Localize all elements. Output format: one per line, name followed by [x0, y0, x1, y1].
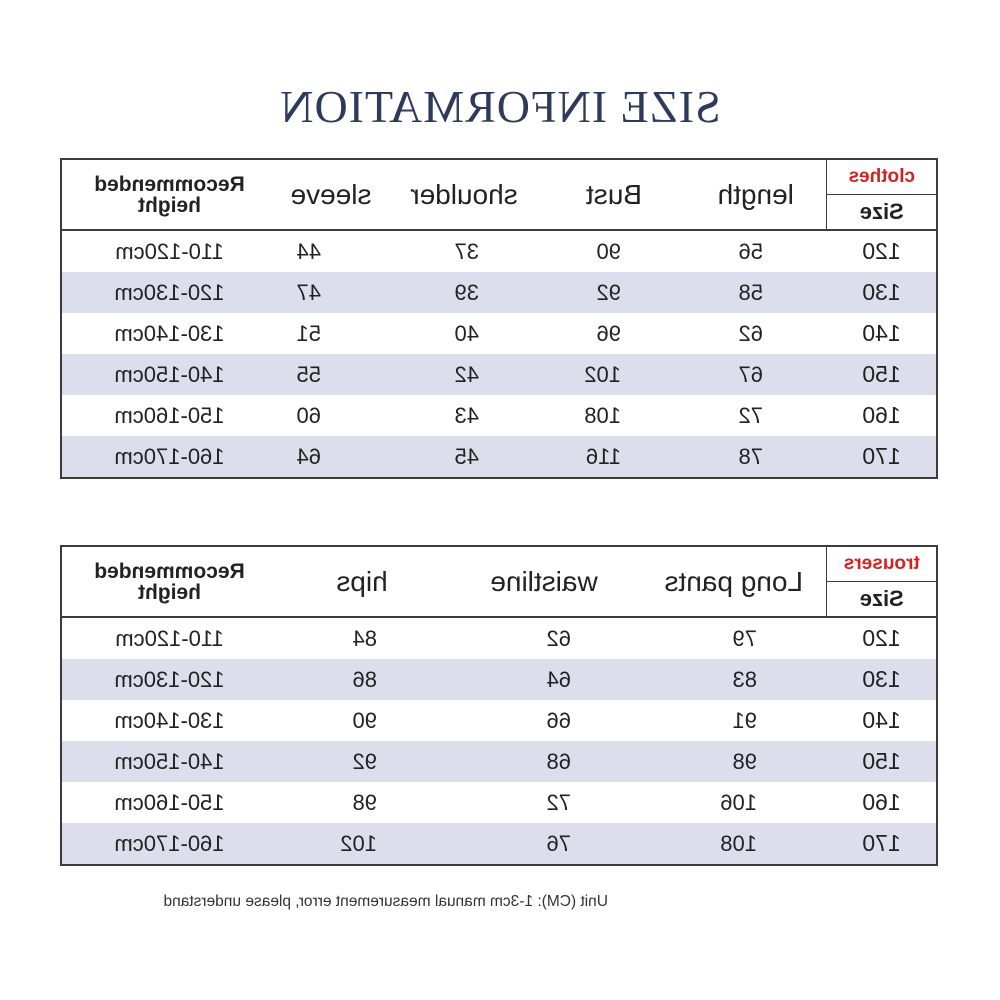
- height-cell: 160-170cm: [61, 436, 277, 478]
- header-shoulder: shoulder: [385, 159, 543, 230]
- unit-note: Unit (CM): 1-3cm manual measurement error, please understand: [163, 893, 608, 910]
- table-row: [61, 659, 937, 700]
- measurement-cell: 39: [385, 272, 543, 313]
- header-sleeve: sleeve: [277, 159, 385, 230]
- measurement-cell: 102: [277, 823, 447, 865]
- measurement-cell: 78: [685, 436, 827, 478]
- measurement-cell: 47: [277, 272, 385, 313]
- measurement-cell: 91: [732, 707, 757, 733]
- measurement-cell: 98: [352, 789, 377, 815]
- header-bust: Bust: [543, 159, 685, 230]
- measurement-cell: 83: [641, 659, 827, 700]
- header-height-line1: Recommended: [94, 172, 245, 196]
- measurement-cell: 86: [277, 659, 447, 700]
- height-cell: 130-140cm: [61, 700, 277, 741]
- size-cell: 160: [827, 395, 937, 436]
- trousers-category-label: trousers: [827, 546, 937, 582]
- size-cell: 150: [827, 354, 937, 395]
- measurement-cell: 92: [277, 741, 447, 782]
- height-cell: 110-120cm: [61, 230, 277, 272]
- clothes-size-label: Size: [827, 195, 937, 231]
- table-row: [61, 823, 937, 865]
- header-height-line1: Recommended: [94, 559, 245, 583]
- measurement-cell: 108: [584, 402, 621, 428]
- height-cell: 130-140cm: [61, 313, 277, 354]
- table-row: [61, 617, 937, 659]
- measurement-cell: 116: [543, 436, 685, 478]
- size-cell: 140: [827, 313, 937, 354]
- table-row: [61, 354, 937, 395]
- header-recommended-height: [61, 546, 277, 617]
- measurement-cell: 42: [385, 354, 543, 395]
- table-row: [61, 741, 937, 782]
- measurement-cell: 102: [543, 354, 685, 395]
- size-cell: 120: [827, 617, 937, 659]
- measurement-cell: 43: [454, 402, 479, 428]
- table-row: [61, 436, 937, 478]
- measurement-cell: 96: [596, 320, 621, 346]
- measurement-cell: 37: [454, 238, 479, 264]
- trousers-size-table: [60, 545, 938, 866]
- measurement-cell: 72: [546, 789, 571, 815]
- measurement-cell: 90: [352, 707, 377, 733]
- measurement-cell: 92: [543, 272, 685, 313]
- size-cell: 120: [827, 230, 937, 272]
- size-cell: 130: [827, 659, 937, 700]
- measurement-cell: 108: [641, 823, 827, 865]
- measurement-cell: 64: [277, 436, 385, 478]
- height-cell: 150-160cm: [61, 395, 277, 436]
- table-row: [61, 313, 937, 354]
- trousers-size-label: Size: [827, 582, 937, 618]
- table-row: [61, 700, 937, 741]
- height-cell: 160-170cm: [61, 823, 277, 865]
- measurement-cell: 66: [546, 707, 571, 733]
- measurement-cell: 51: [296, 320, 321, 346]
- height-cell: 120-130cm: [61, 272, 277, 313]
- measurement-cell: 40: [454, 320, 479, 346]
- header-waistline: waistline: [447, 546, 641, 617]
- header-length: length: [685, 159, 827, 230]
- measurement-cell: 62: [546, 625, 571, 651]
- measurement-cell: 106: [720, 789, 757, 815]
- table-row: [61, 395, 937, 436]
- measurement-cell: 67: [685, 354, 827, 395]
- header-long-pants: Long pants: [641, 546, 827, 617]
- height-cell: 140-150cm: [61, 354, 277, 395]
- measurement-cell: 62: [738, 320, 763, 346]
- clothes-category-label: clothes: [827, 159, 937, 195]
- size-cell: 130: [827, 272, 937, 313]
- height-cell: 120-130cm: [61, 659, 277, 700]
- clothes-size-table: [60, 158, 938, 479]
- header-height-line2: height: [138, 193, 201, 217]
- size-cell: 170: [827, 823, 937, 865]
- size-cell: 170: [827, 436, 937, 478]
- table-row: [61, 272, 937, 313]
- measurement-cell: 90: [596, 238, 621, 264]
- size-cell: 150: [827, 741, 937, 782]
- measurement-cell: 84: [352, 625, 377, 651]
- table-row: [61, 782, 937, 823]
- size-cell: 140: [827, 700, 937, 741]
- measurement-cell: 72: [738, 402, 763, 428]
- height-cell: 140-150cm: [61, 741, 277, 782]
- height-cell: 110-120cm: [61, 617, 277, 659]
- measurement-cell: 55: [277, 354, 385, 395]
- table-row: [61, 230, 937, 272]
- measurement-cell: 45: [385, 436, 543, 478]
- measurement-cell: 64: [447, 659, 641, 700]
- measurement-cell: 98: [641, 741, 827, 782]
- header-recommended-height: [61, 159, 277, 230]
- measurement-cell: 44: [296, 238, 321, 264]
- measurement-cell: 56: [738, 238, 763, 264]
- measurement-cell: 76: [447, 823, 641, 865]
- header-hips: hips: [277, 546, 447, 617]
- height-cell: 150-160cm: [61, 782, 277, 823]
- measurement-cell: 58: [685, 272, 827, 313]
- size-cell: 160: [827, 782, 937, 823]
- measurement-cell: 68: [447, 741, 641, 782]
- measurement-cell: 60: [296, 402, 321, 428]
- page-title: SIZE INFORMATION: [279, 81, 721, 132]
- measurement-cell: 79: [732, 625, 757, 651]
- header-height-line2: height: [138, 580, 201, 604]
